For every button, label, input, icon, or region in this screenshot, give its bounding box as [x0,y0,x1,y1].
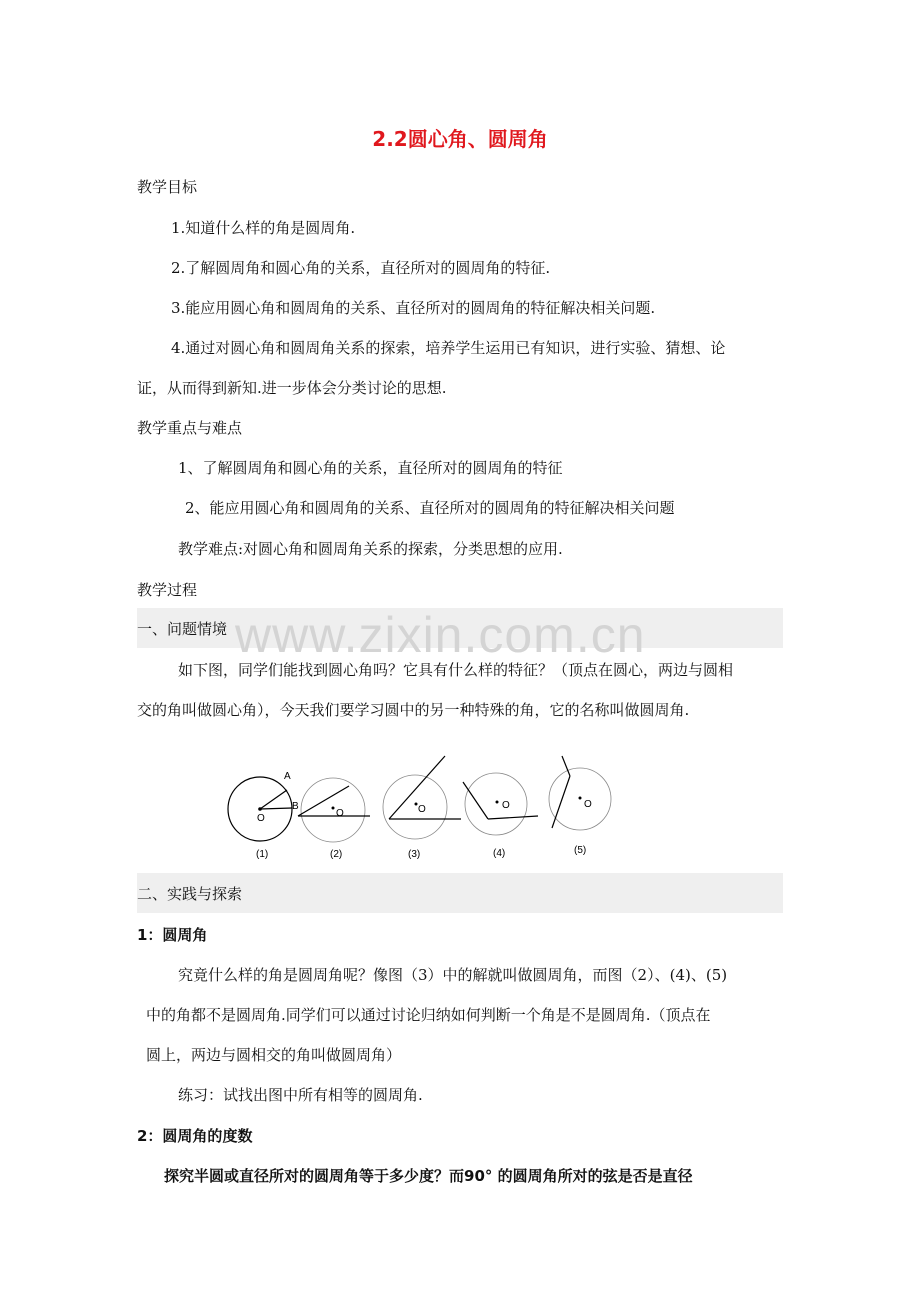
point-label-o: O [257,813,265,824]
objective-item: 3.能应用圆心角和圆周角的关系、直径所对的圆周角的特征解决相关问题. [171,299,656,317]
circle-angle-figure [220,745,640,870]
figure-caption: (4) [493,848,506,859]
key-points-heading: 教学重点与难点 [137,419,243,437]
key-point-item: 2、能应用圆心角和圆周角的关系、直径所对的圆周角的特征解决相关问题 [185,499,675,517]
sub1-line: 圆上，两边与圆相交的角叫做圆周角） [146,1046,402,1064]
point-label-o: O [336,808,344,819]
point-label-o: O [502,800,510,811]
section1-line: 如下图，同学们能找到圆心角吗？它具有什么样的特征？（顶点在圆心，两边与圆相 [178,661,734,679]
exercise-text: 练习：试找出图中所有相等的圆周角. [178,1086,423,1104]
section1-heading: 一、问题情境 [137,620,228,638]
figure-caption: (2) [330,849,343,860]
sub1-line: 究竟什么样的角是圆周角呢？像图（3）中的解就叫做圆周角，而图（2）、(4)、(5) [178,966,728,984]
section2-heading: 二、实践与探索 [137,885,243,903]
point-label-a: A [284,771,291,782]
point-label-o: O [584,799,592,810]
objective-item: 1.知道什么样的角是圆周角. [171,219,356,237]
sub2-question: 探究半圆或直径所对的圆周角等于多少度？而90° 的圆周角所对的弦是否是直径 [164,1167,693,1185]
figure-caption: (3) [408,849,421,860]
objective-item: 4.通过对圆心角和圆周角关系的探索，培养学生运用已有知识，进行实验、猜想、论 [171,339,726,357]
watermark: www.zixin.com.cn [235,607,646,663]
section1-line: 交的角叫做圆心角），今天我们要学习圆中的另一种特殊的角，它的名称叫做圆周角. [137,701,690,719]
sub2-heading: 2：圆周角的度数 [137,1127,253,1145]
key-point-item: 教学难点:对圆心角和圆周角关系的探索，分类思想的应用. [178,540,563,558]
point-label-b: B [292,801,299,812]
key-point-item: 1、了解圆周角和圆心角的关系，直径所对的圆周角的特征 [178,459,563,477]
process-heading: 教学过程 [137,581,198,599]
objective-item: 证，从而得到新知.进一步体会分类讨论的思想. [137,379,447,397]
objectives-heading: 教学目标 [137,178,198,196]
point-label-o: O [418,804,426,815]
objective-item: 2.了解圆周角和圆心角的关系，直径所对的圆周角的特征. [171,259,551,277]
figure-caption: (5) [574,845,587,856]
sub1-heading: 1：圆周角 [137,926,208,944]
sub1-line: 中的角都不是圆周角.同学们可以通过讨论归纳如何判断一个角是不是圆周角.（顶点在 [146,1006,711,1024]
document-title: 2.2圆心角、圆周角 [372,127,548,151]
figure-caption: (1) [256,849,269,860]
